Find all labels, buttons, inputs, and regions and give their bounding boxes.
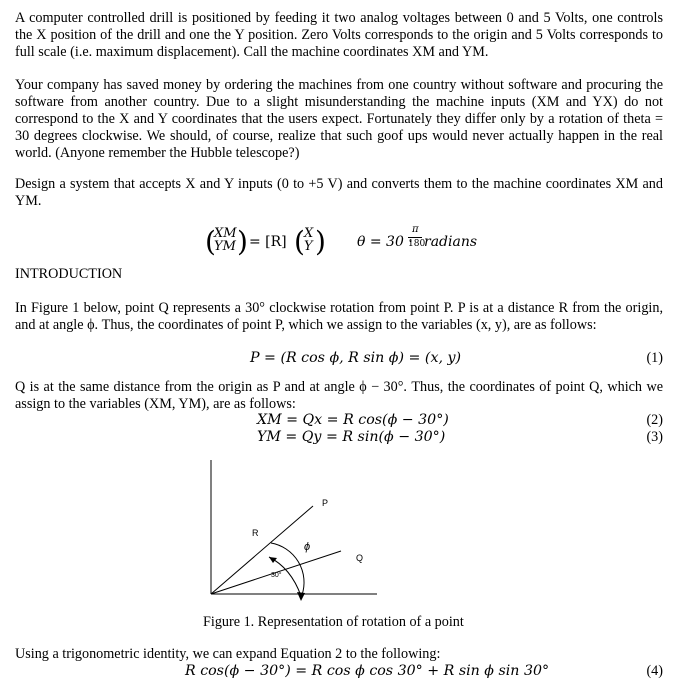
- equation-4: R cos(ϕ − 30°) = R cos ϕ cos 30° + R sin ϕ sin 30°: [185, 663, 550, 679]
- section-heading-introduction: INTRODUCTION: [15, 266, 123, 282]
- rotation-arrowhead-end: [297, 592, 305, 601]
- equation-2-row: [15, 412, 663, 430]
- matrix-equation: [205, 225, 505, 265]
- radians-label: radians: [424, 234, 478, 250]
- matrix-xm: XM: [214, 226, 237, 241]
- figure-rotation-diagram: [201, 458, 381, 606]
- right-paren-2: ): [315, 225, 326, 258]
- figure-caption: Figure 1. Representation of rotation of a point: [203, 614, 464, 630]
- denominator-180: 180: [408, 239, 426, 249]
- paragraph-q-description: Q is at the same distance from the origin as P and at angle ϕ − 30°. Thus, the coordinates of point Q, which we assign to the variables (XM, YM), are as follows:: [15, 379, 663, 412]
- fraction-bar: [408, 237, 422, 238]
- label-30-degrees: 30°: [271, 572, 282, 579]
- equation-1-number: (1): [646, 350, 663, 366]
- label-p: P: [322, 498, 329, 508]
- equation-2: XM = Qx = R cos(ϕ − 30°): [257, 412, 449, 428]
- equation-3-row: [15, 429, 663, 447]
- equation-3-number: (3): [646, 429, 663, 445]
- paragraph-trig-identity: Using a trigonometric identity, we can expand Equation 2 to the following:: [15, 646, 441, 662]
- equation-1-row: [15, 350, 663, 368]
- label-q: Q: [356, 553, 364, 563]
- equation-3: YM = Qy = R sin(ϕ − 30°): [257, 429, 446, 445]
- rotation-arrowhead-start: [269, 557, 277, 563]
- left-paren: (: [205, 225, 216, 258]
- paragraph-figure-intro: In Figure 1 below, point Q represents a 30° clockwise rotation from point P. P is at a distance R from the origin, and at angle ϕ. Thus, the coordinates of point P, which we assign to the variables (x, y), are as follows:: [15, 300, 663, 333]
- paragraph-design: Design a system that accepts X and Y inputs (0 to +5 V) and converts them to the machine coordinates XM and YM.: [15, 176, 663, 209]
- right-paren: ): [237, 225, 248, 258]
- theta-expression: θ = 30 ·: [357, 234, 413, 250]
- pi-numerator: π: [412, 224, 419, 235]
- paragraph-company: Your company has saved money by ordering the machines from one country without software and procuring the software from another country. Due to a slight misunderstanding the machine inputs (XM and YX) do not correspond to the X and Y coordinates that the users expect. Fortunately they differ only by a rotation of theta = 30 degrees clockwise. We should, of course, realize that such goof ups would never actually happen in the real world. (Anyone remember the Hubble telescope?): [15, 77, 663, 161]
- vector-op: [211, 506, 313, 594]
- equation-1: P = (R cos ϕ, R sin ϕ) = (x, y): [250, 350, 462, 366]
- left-paren-2: (: [294, 225, 305, 258]
- label-phi: ϕ: [304, 541, 311, 553]
- matrix-x: X: [304, 226, 314, 241]
- matrix-ym: YM: [214, 239, 236, 254]
- matrix-y: Y: [304, 239, 313, 254]
- matrix-equals-r: = [R]: [249, 234, 287, 250]
- paragraph-intro: A computer controlled drill is positioned by feeding it two analog voltages between 0 and 5 Volts, one controls the X position of the drill and one the Y position. Zero Volts corresponds to the origin and 5 Volts corresponds to full scale (i.e. maximum displacement). Call the machine coordinates XM and YM.: [15, 10, 663, 60]
- equation-2-number: (2): [646, 412, 663, 428]
- equation-4-number: (4): [646, 663, 663, 679]
- label-r: R: [252, 528, 259, 538]
- equation-4-row: [15, 663, 663, 681]
